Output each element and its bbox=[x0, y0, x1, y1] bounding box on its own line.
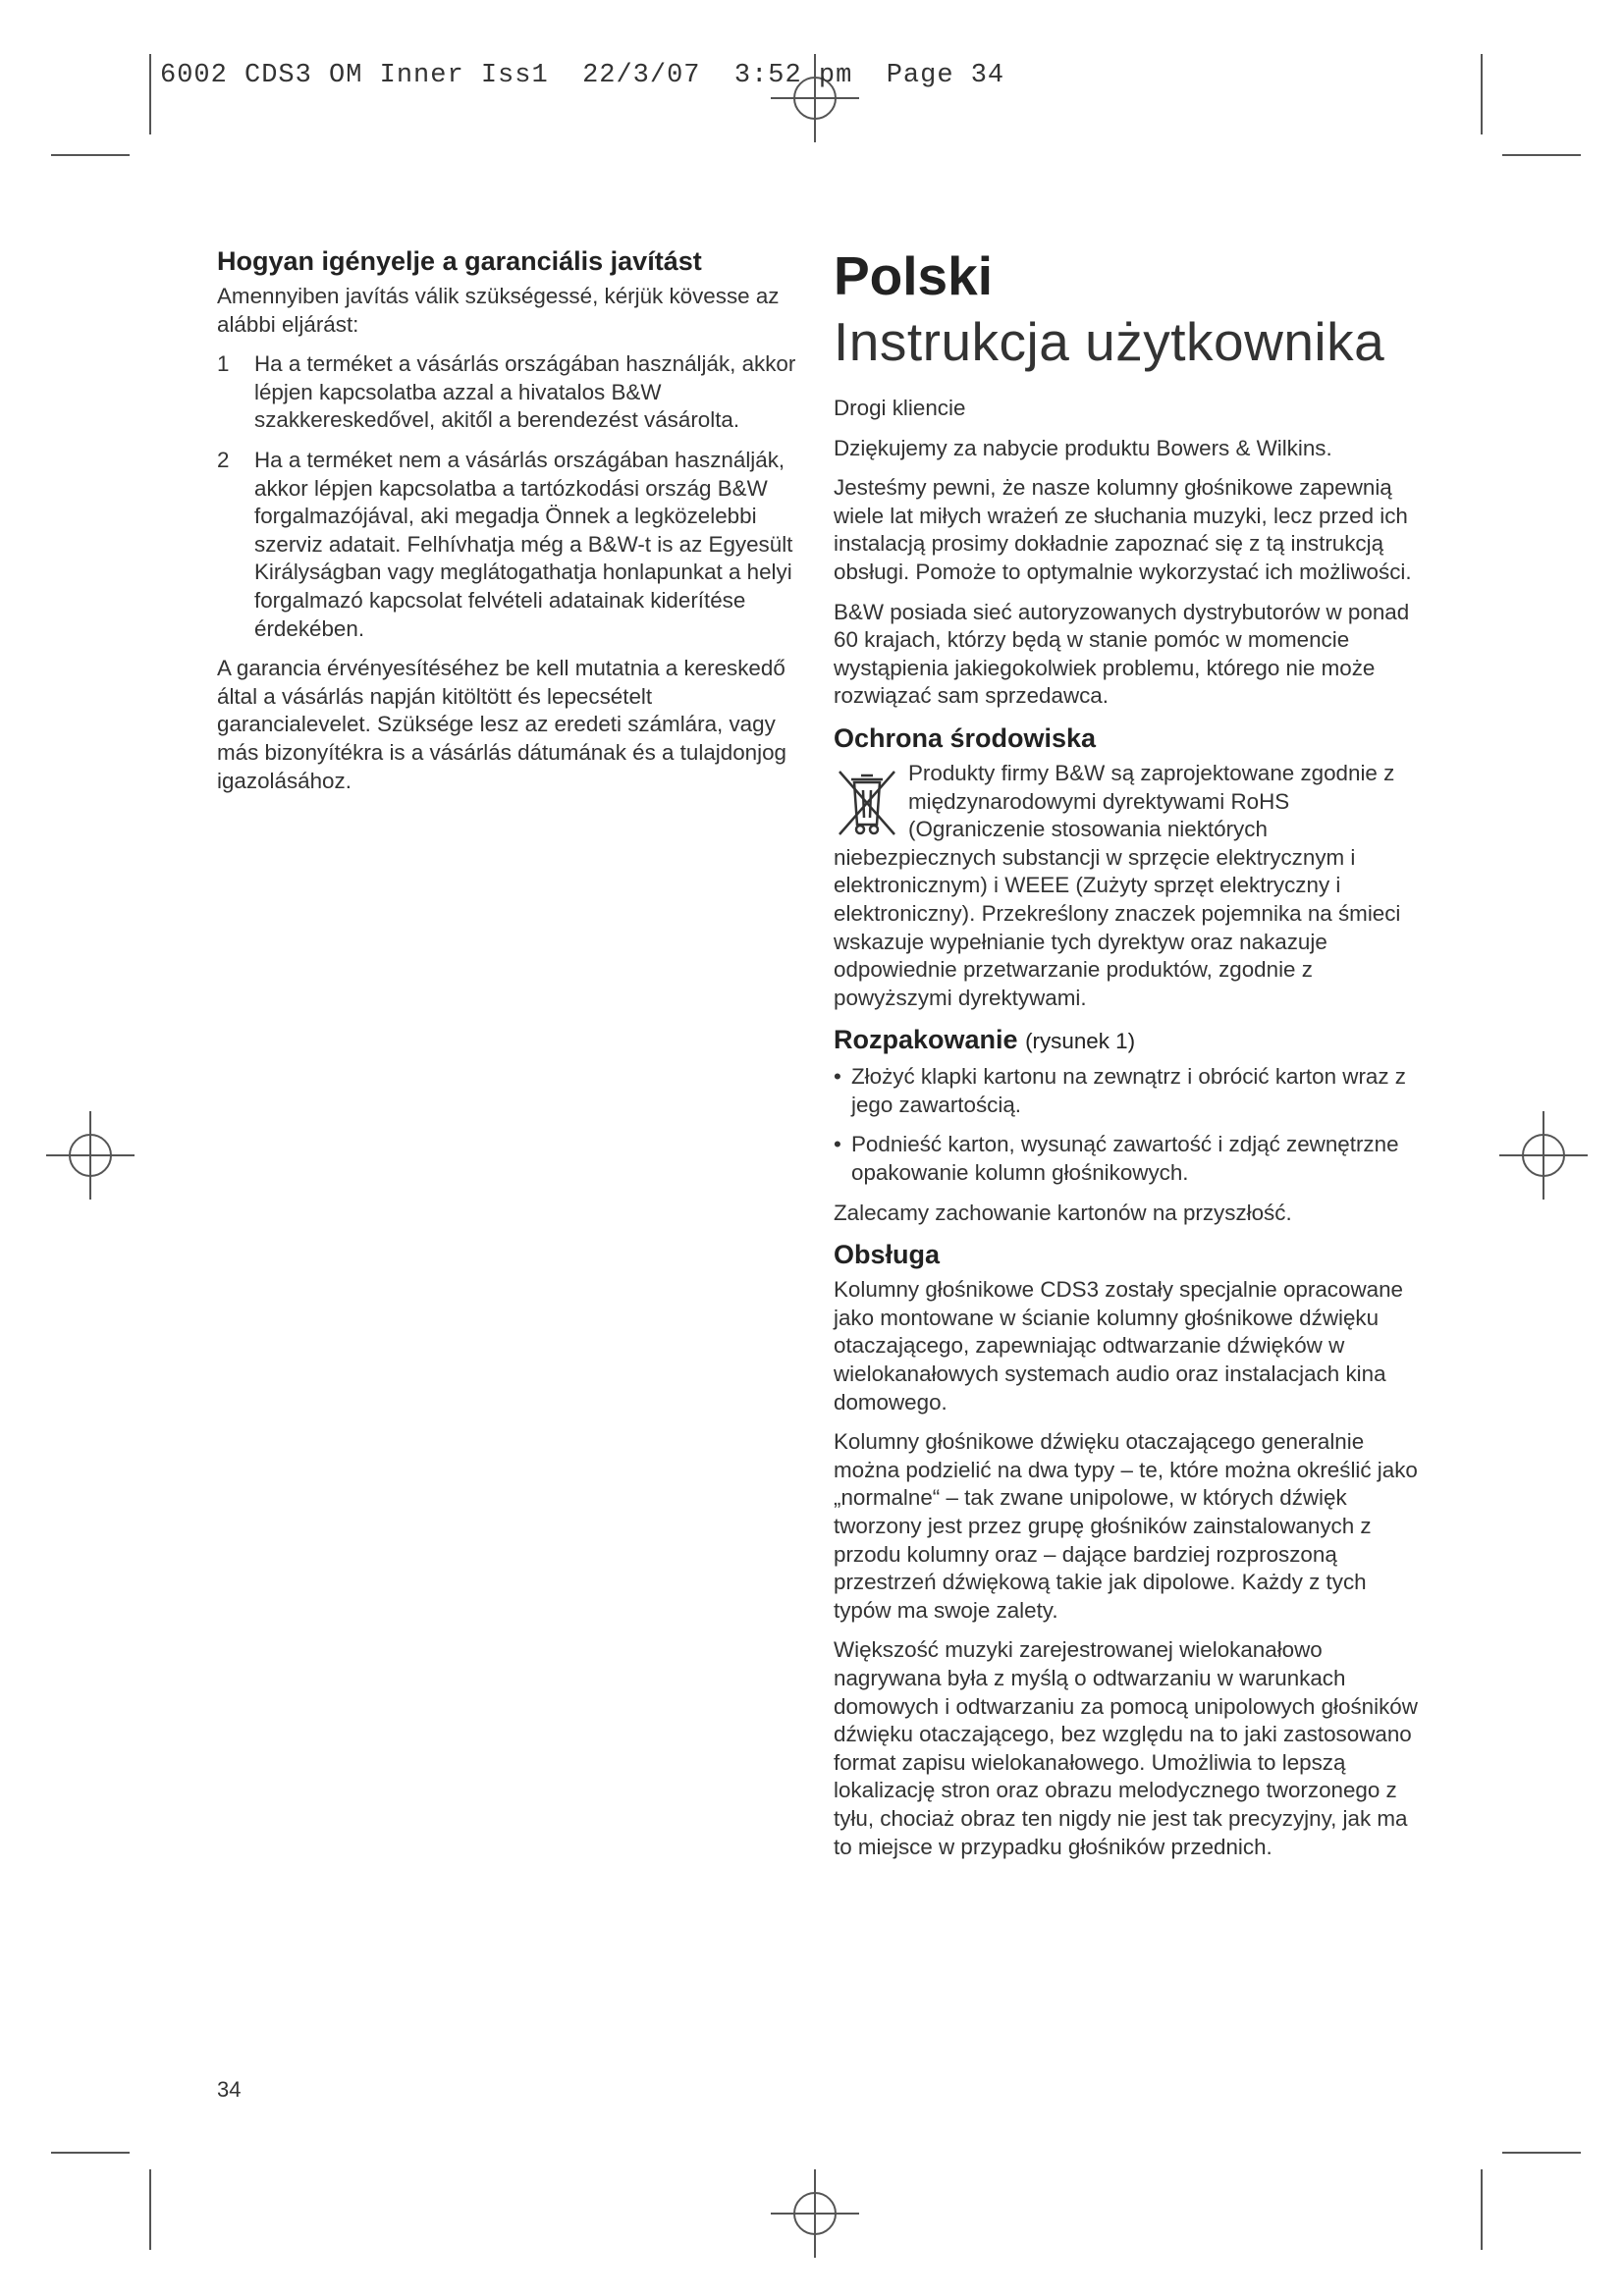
list-item bbox=[834, 1063, 1423, 1119]
page-number: 34 bbox=[217, 2077, 242, 2102]
registration-mark bbox=[46, 1111, 135, 1200]
language-title: Polski bbox=[834, 245, 994, 306]
operation-heading: Obsługa bbox=[834, 1240, 941, 1270]
crop-mark bbox=[51, 2152, 130, 2154]
crop-mark bbox=[149, 2169, 151, 2250]
unpacking-heading bbox=[834, 1024, 1423, 1057]
greeting: Drogi kliencie bbox=[834, 396, 966, 420]
print-slug: 6002 CDS3 OM Inner Iss1 22/3/07 3:52 pm Page 34 bbox=[160, 61, 1005, 90]
unpack-step: Złożyć klapki kartonu na zewnątrz i obrócić karton wraz z jego zawartością. bbox=[851, 1064, 1406, 1117]
crop-mark bbox=[1502, 154, 1581, 156]
right-column bbox=[834, 245, 1423, 1873]
unpacking-title: Rozpakowanie bbox=[834, 1025, 1018, 1055]
operation-paragraph: Kolumny głośnikowe CDS3 zostały specjalnie opracowane jako montowane w ścianie kolumny głośnikowe dźwięku otaczającego, zapewniając odtwarzanie dźwięków w wielokanałowych systemach audio oraz instalacjach kina domowego. bbox=[834, 1277, 1403, 1415]
environment-body: Produkty firmy B&W są zaprojektowane zgodnie z międzynarodowymi dyrektywami RoHS (Ograniczenie stosowania niektórych niebezpiecznych substancji w sprzęcie elektrycznym i elektronicznym) i WEEE (Zużyty sprzęt elektryczny i elektroniczny). Przekreślony znaczek pojemnika na śmieci wskazuje wypełnianie tych dyrektyw oraz nakazuje odpowiednie przetwarzanie produktów, zgodnie z powyższymi dyrektywami. bbox=[834, 760, 1401, 1010]
crossed-bin-icon bbox=[834, 764, 900, 840]
bullet-icon: • bbox=[834, 1064, 841, 1090]
left-column bbox=[217, 245, 806, 807]
operation-paragraph: Większość muzyki zarejestrowanej wielokanałowo nagrywana była z myślą o odtwarzaniu w warunkach domowych i odtwarzaniu za pomocą unipolowych głośników dźwięku otaczającego, bez względu na to jaki zastosowano format zapisu wielokanałowego. Umożliwia to lepszą lokalizację stron oraz obrazu melodycznego tworzonego z tyłu, chociaż obraz ten nigdy nie jest tak precyzyjny, jak ma to miejsce w przypadku głośników przednich. bbox=[834, 1637, 1418, 1859]
registration-mark bbox=[1499, 1111, 1588, 1200]
crop-mark bbox=[149, 54, 151, 134]
unpacking-steps bbox=[834, 1063, 1423, 1187]
step-number: 2 bbox=[217, 447, 230, 472]
list-item bbox=[834, 1131, 1423, 1187]
unpack-step: Podnieść karton, wysunąć zawartość i zdjąć zewnętrzne opakowanie kolumn głośnikowych. bbox=[851, 1132, 1399, 1186]
environment-heading: Ochrona środowiska bbox=[834, 722, 1097, 753]
crop-mark bbox=[1481, 2169, 1483, 2250]
intro-paragraph: B&W posiada sieć autoryzowanych dystrybutorów w ponad 60 krajach, którzy będą w stanie pomóc w momencie wystąpienia jakiegokolwiek problemu, którego nie może rozwiązać sam sprzedawca. bbox=[834, 599, 1410, 709]
warranty-heading: Hogyan igényelje a garanciális javítást bbox=[217, 246, 702, 276]
thanks-text: Dziękujemy za nabycie produktu Bowers & Wilkins. bbox=[834, 435, 1332, 460]
crop-mark bbox=[1502, 2152, 1581, 2154]
step-text: Ha a terméket nem a vásárlás országában használják, akkor lépjen kapcsolatba a tartózkodási ország B&W forgalmazójával, aki megadja Önnek a legközelebbi szerviz adatait. Felhívhatja még a B&W-t is az Egyesült Királyságban vagy meglátogathatja honlapunkat a helyi forgalmazó kapcsolat felvételi adatainak kiderítése érdekében. bbox=[254, 447, 793, 641]
warranty-intro: Amennyiben javítás válik szükségessé, kérjük kövesse az alábbi eljárást: bbox=[217, 284, 780, 337]
warranty-closing: A garancia érvényesítéséhez be kell mutatnia a kereskedő által a vásárlás napján kitöltött és lepecsételt garancialevelet. Szüksége lesz az eredeti számlára, vagy más bizonyítékra is a vásárlás dátumának és a tulajdonjog igazolásához. bbox=[217, 656, 786, 793]
step-number: 1 bbox=[217, 351, 230, 377]
environment-text bbox=[834, 760, 1423, 1012]
warranty-steps bbox=[217, 350, 806, 643]
manual-title: Instrukcja użytkownika bbox=[834, 311, 1385, 372]
intro-paragraph: Jesteśmy pewni, że nasze kolumny głośnikowe zapewnią wiele lat miłych wrażeń ze słuchania muzyki, lecz przed ich instalacją prosimy dokładnie zapoznać się z tą instrukcją obsługi. Pomoże to optymalnie wykorzystać ich możliwości. bbox=[834, 475, 1412, 584]
unpacking-note: Zalecamy zachowanie kartonów na przyszłość. bbox=[834, 1200, 1292, 1225]
warranty-step bbox=[217, 350, 806, 435]
operation-paragraph: Kolumny głośnikowe dźwięku otaczającego generalnie można podzielić na dwa typy – te, które można określić jako „normalne“ – tak zwane unipolowe, w których dźwięk tworzony jest przez grupę głośników zainstalowanych z przodu kolumny oraz – dające bardziej rozproszoną przestrzeń dźwiękową takie jak dipolowe. Każdy z tych typów ma swoje zalety. bbox=[834, 1429, 1418, 1623]
crop-mark bbox=[1481, 54, 1483, 134]
figure-reference: (rysunek 1) bbox=[1025, 1029, 1136, 1054]
registration-mark bbox=[771, 2169, 859, 2258]
warranty-step bbox=[217, 447, 806, 643]
crop-mark bbox=[51, 154, 130, 156]
bullet-icon: • bbox=[834, 1132, 841, 1157]
step-text: Ha a terméket a vásárlás országában használják, akkor lépjen kapcsolatba azzal a hivatalos B&W szakkereskedővel, akitől a berendezést vásárolta. bbox=[254, 351, 796, 433]
